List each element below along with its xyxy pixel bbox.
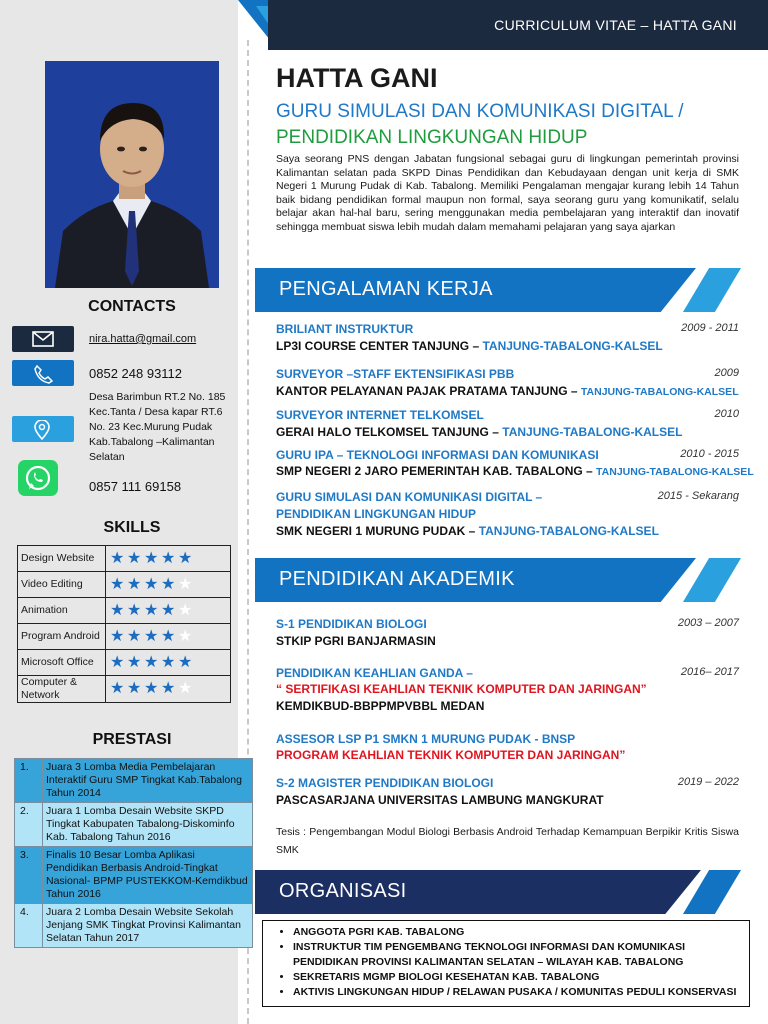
edu-highlight: PROGRAM KEAHLIAN TEKNIK KOMPUTER DAN JARINGAN” (276, 748, 626, 762)
star-icon: ★ (161, 549, 176, 567)
star-icon: ★ (178, 601, 193, 619)
person-name: HATTA GANI (276, 63, 438, 93)
edu-place: PASCASARJANA UNIVERSITAS LAMBUNG MANGKURAT (276, 793, 604, 807)
banner-title: CURRICULUM VITAE – HATTA GANI (494, 17, 737, 33)
achievement-row (15, 904, 253, 948)
job-year: 2010 (714, 408, 739, 420)
job-place: SMP NEGERI 2 JARO PEMERINTAH KAB. TABALONG – TANJUNG-TABALONG-KALSEL (276, 464, 754, 478)
star-icon: ★ (178, 680, 193, 697)
achievement-text: Juara 3 Lomba Media Pembelajaran Interaktif Guru SMP Tingkat Kab.Tabalong Tahun 2014 (43, 759, 253, 803)
star-icon: ★ (110, 653, 125, 671)
star-icon: ★ (127, 680, 142, 697)
job-place: KANTOR PELAYANAN PAJAK PRATAMA TANJUNG – TANJUNG-TABALONG-KALSEL (276, 384, 739, 398)
skills-table (17, 545, 231, 703)
role-title-line2: PENDIDIKAN LINGKUNGAN HIDUP (276, 127, 588, 148)
star-icon: ★ (178, 627, 193, 645)
edu-place: STKIP PGRI BANJARMASIN (276, 634, 436, 648)
profile-photo (45, 61, 219, 288)
skill-rating (106, 546, 231, 572)
job-location: TANJUNG-TABALONG-KALSEL (502, 425, 683, 439)
star-icon: ★ (161, 575, 176, 593)
email-link[interactable]: nira.hatta@gmail.com (89, 333, 197, 345)
organization-item: • ANGGOTA PGRI KAB. TABALONG (293, 925, 741, 940)
prestasi-title: PRESTASI (92, 731, 172, 748)
job-year: 2015 - Sekarang (657, 490, 739, 502)
achievement-row (15, 847, 253, 904)
star-icon: ★ (161, 680, 176, 697)
achievement-text: Juara 2 Lomba Desain Website Sekolah Jenjang SMK Tingkat Provinsi Kalimantan Selatan Tahun 2017 (43, 904, 253, 948)
achievement-row (15, 759, 253, 803)
role-title-line1: GURU SIMULASI DAN KOMUNIKASI DIGITAL / (276, 101, 684, 122)
star-icon: ★ (161, 627, 176, 645)
skill-row (18, 598, 231, 624)
job-role: GURU SIMULASI DAN KOMUNIKASI DIGITAL – (276, 490, 543, 504)
job-location: TANJUNG-TABALONG-KALSEL (478, 524, 659, 538)
star-icon: ★ (110, 601, 125, 619)
achievement-number: 1. (15, 759, 43, 803)
star-icon: ★ (110, 627, 125, 645)
job-place: SMK NEGERI 1 MURUNG PUDAK – TANJUNG-TABALONG-KALSEL (276, 524, 659, 538)
star-icon: ★ (144, 575, 159, 593)
star-icon: ★ (110, 680, 125, 697)
achievement-number: 4. (15, 904, 43, 948)
star-icon: ★ (144, 653, 159, 671)
whatsapp-number[interactable]: 0857 111 69158 (89, 479, 182, 494)
skill-row (18, 650, 231, 676)
experience-header (255, 268, 745, 312)
whatsapp-tab (18, 460, 58, 496)
skill-row (18, 676, 231, 703)
organization-item: • AKTIVIS LINGKUNGAN HIDUP / RELAWAN PUSAKA / KOMUNITAS PEDULI KONSERVASI (293, 985, 741, 1000)
thesis-text: Tesis : Pengembangan Modul Biologi Berbasis Android Terhadap Kemampuan Berpikir Kritis Siswa SMK (276, 826, 739, 856)
edu-title: PENDIDIKAN KEAHLIAN GANDA – (276, 666, 473, 680)
star-icon: ★ (110, 575, 125, 593)
job-role: SURVEYOR –STAFF EKTENSIFIKASI PBB (276, 367, 515, 381)
skill-name: Video Editing (18, 572, 106, 598)
achievement-text: Finalis 10 Besar Lomba Aplikasi Pendidikan Berbasis Android-Tingkat Nasional- BPMP PUSTEKKOM-Kemdikbud Tahun 2016 (43, 847, 253, 904)
organization-item: • SEKRETARIS MGMP BIOLOGI KESEHATAN KAB. TABALONG (293, 970, 741, 985)
job-location: TANJUNG-TABALONG-KALSEL (482, 339, 663, 353)
star-icon: ★ (161, 653, 176, 671)
achievement-row (15, 803, 253, 847)
edu-year: 2019 – 2022 (677, 776, 739, 788)
star-icon: ★ (178, 653, 193, 671)
edu-year: 2016– 2017 (680, 666, 739, 678)
edu-title: ASSESOR LSP P1 SMKN 1 MURUNG PUDAK - BNSP (276, 732, 576, 746)
email-tab (12, 326, 74, 352)
phone-tab (12, 360, 74, 386)
star-icon: ★ (127, 575, 142, 593)
prestasi-table (14, 758, 253, 948)
mail-icon (32, 330, 54, 348)
star-icon: ★ (144, 601, 159, 619)
star-icon: ★ (178, 575, 193, 593)
skill-name: Animation (18, 598, 106, 624)
star-icon: ★ (144, 680, 159, 697)
job-place: LP3I COURSE CENTER TANJUNG – TANJUNG-TABALONG-KALSEL (276, 339, 663, 353)
skill-rating (106, 650, 231, 676)
whatsapp-icon (18, 460, 58, 496)
skill-rating (106, 624, 231, 650)
edu-place: KEMDIKBUD-BBPPMPVBBL MEDAN (276, 699, 485, 713)
organization-title: ORGANISASI (279, 880, 407, 902)
skill-name: Program Android (18, 624, 106, 650)
address-text: Desa Barimbun RT.2 No. 185 Kec.Tanta / Desa kapar RT.6 No. 23 Kec.Murung Pudak Kab.Tabalong –Kalimantan Selatan (89, 391, 226, 463)
job-role: GURU IPA – TEKNOLOGI INFORMASI DAN KOMUNIKASI (276, 448, 599, 462)
edu-title: S-1 PENDIDIKAN BIOLOGI (276, 617, 427, 631)
phone-icon (32, 364, 54, 384)
education-title: PENDIDIKAN AKADEMIK (279, 568, 515, 590)
job-year: 2009 - 2011 (681, 322, 739, 334)
achievement-number: 3. (15, 847, 43, 904)
star-icon: ★ (127, 601, 142, 619)
star-icon: ★ (161, 601, 176, 619)
skill-row (18, 546, 231, 572)
organization-header (255, 870, 745, 914)
job-role-line2: PENDIDIKAN LINGKUNGAN HIDUP (276, 507, 477, 521)
skill-name: Design Website (18, 546, 106, 572)
job-year: 2010 - 2015 (680, 448, 739, 460)
skill-rating (106, 676, 231, 703)
contacts-title: CONTACTS (88, 298, 176, 315)
job-place: GERAI HALO TELKOMSEL TANJUNG – TANJUNG-TABALONG-KALSEL (276, 425, 683, 439)
job-role: BRILIANT INSTRUKTUR (276, 322, 414, 336)
achievement-text: Juara 1 Lomba Desain Website SKPD Tingkat Kabupaten Tabalong-Diskominfo Kab. Tabalong Tahun 2016 (43, 803, 253, 847)
edu-year: 2003 – 2007 (677, 617, 739, 629)
edu-highlight: “ SERTIFIKASI KEAHLIAN TEKNIK KOMPUTER DAN JARINGAN” (276, 682, 647, 696)
star-icon: ★ (144, 549, 159, 567)
skill-row (18, 624, 231, 650)
skills-title: SKILLS (103, 519, 161, 536)
skill-name: Computer & Network (18, 676, 106, 703)
star-icon: ★ (127, 653, 142, 671)
edu-title: S-2 MAGISTER PENDIDIKAN BIOLOGI (276, 776, 494, 790)
job-role: SURVEYOR INTERNET TELKOMSEL (276, 408, 484, 422)
achievement-number: 2. (15, 803, 43, 847)
header-banner (268, 0, 768, 50)
job-location: TANJUNG-TABALONG-KALSEL (580, 386, 739, 398)
star-icon: ★ (110, 549, 125, 567)
experience-title: PENGALAMAN KERJA (279, 278, 493, 300)
star-icon: ★ (127, 549, 142, 567)
skill-row (18, 572, 231, 598)
education-header (255, 558, 745, 602)
phone-number[interactable]: 0852 248 93112 (89, 366, 183, 381)
profile-summary: Saya seorang PNS dengan Jabatan fungsional sebagai guru di lingkungan pemerintah provinsi Kalimantan selatan pada SKPD Dinas Pendidikan dan Kebudayaan dengan unit kerja di SMK Negeri 1 Murung Pudak di Kab. Tabalong. Memiliki Pengalaman mengajar kurang lebih 14 Tahun baik bidang pendidikan formal maupun non formal, saya seorang guru yang komunikatif, selalu belajar akan hal-hal baru, sering menggunakan media pembelajaran yang interaktif dan inovatif sehingga membuat siswa lebih mudah dalam memahami pelajaran yang saya ajarkan (276, 153, 739, 233)
star-icon: ★ (144, 627, 159, 645)
organization-list (262, 920, 750, 1007)
skill-rating (106, 572, 231, 598)
star-icon: ★ (178, 549, 193, 567)
organization-item: • INSTRUKTUR TIM PENGEMBANG TEKNOLOGI INFORMASI DAN KOMUNIKASI PENDIDIKAN PROVINSI KALIMANTAN SELATAN – WILAYAH KAB. TABALONG (293, 940, 741, 970)
job-year: 2009 (714, 367, 739, 379)
star-icon: ★ (127, 627, 142, 645)
skill-rating (106, 598, 231, 624)
skill-name: Microsoft Office (18, 650, 106, 676)
location-pin-icon (32, 420, 52, 440)
job-location: TANJUNG-TABALONG-KALSEL (596, 466, 754, 478)
address-tab (12, 416, 74, 442)
